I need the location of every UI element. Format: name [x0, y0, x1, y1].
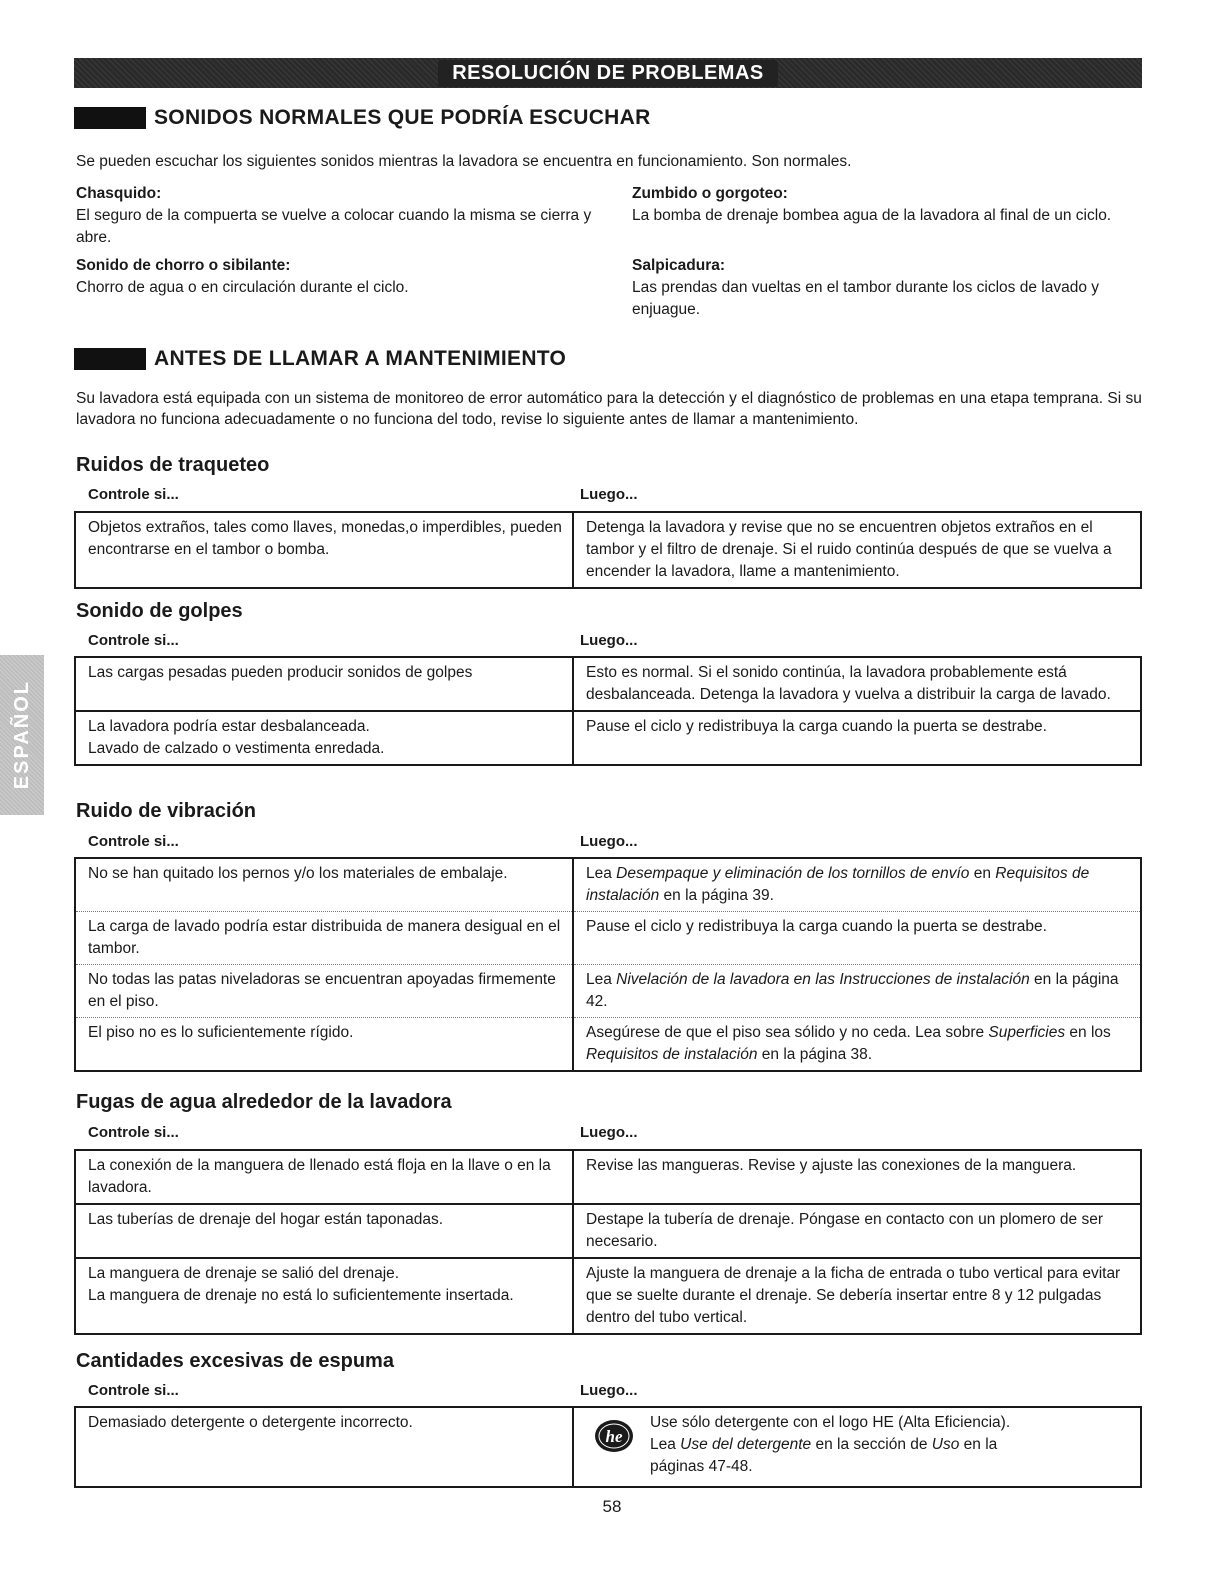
then-cell: Pause el ciclo y redistribuya la carga cuando la puerta se destrabe. — [573, 711, 1141, 765]
then-cell: Revise las mangueras. Revise y ajuste las conexiones de la manguera. — [573, 1150, 1141, 1204]
sound-text: Las prendas dan vueltas en el tambor durante los ciclos de lavado y enjuague. — [632, 279, 1100, 318]
then-text: Lea — [650, 1436, 681, 1453]
check-line: La manguera de drenaje no está lo suficientemente insertada. — [88, 1287, 514, 1304]
table-row — [75, 965, 1141, 1018]
table-title: Ruido de vibración — [76, 800, 257, 822]
then-text: Asegúrese de que el piso sea sólido y no ceda. Lea sobre — [586, 1024, 989, 1041]
column-header-then: Luego... — [580, 486, 638, 503]
troubleshooting-table — [74, 511, 1142, 589]
check-cell: El piso no es lo suficientemente rígido. — [75, 1018, 573, 1072]
section-title: ANTES DE LLAMAR A MANTENIMIENTO — [154, 347, 567, 370]
then-cell — [573, 1407, 1141, 1487]
sound-text: Chorro de agua o en circulación durante el ciclo. — [76, 279, 409, 296]
check-cell: Demasiado detergente o detergente incorrecto. — [75, 1407, 573, 1487]
check-line: La lavadora podría estar desbalanceada. — [88, 718, 370, 735]
then-text: Lea — [586, 865, 617, 882]
section-intro: Se pueden escuchar los siguientes sonidos mientras la lavadora se encuentra en funcionamiento. Son normales. — [76, 153, 852, 170]
table-row — [75, 1150, 1141, 1204]
language-side-tab — [0, 655, 44, 815]
sound-item — [76, 183, 596, 249]
then-cell — [573, 965, 1141, 1018]
then-cell: Ajuste la manguera de drenaje a la ficha de entrada o tubo vertical para evitar que se suelte durante el drenaje. Se debería insertar entre 8 y 12 pulgadas dentro del tubo vertical. — [573, 1258, 1141, 1334]
troubleshooting-table — [74, 656, 1142, 766]
section-intro: Su lavadora está equipada con un sistema de monitoreo de error automático para la detección y el diagnóstico de problemas en una etapa temprana. Si su lavadora no funciona adecuadamente o no funciona del todo, revise lo siguiente antes de llamar a mantenimiento. — [76, 390, 1142, 428]
sound-label: Sonido de chorro o sibilante: — [76, 257, 291, 274]
section-heading-before-service — [74, 347, 566, 371]
section-title: SONIDOS NORMALES QUE PODRÍA ESCUCHAR — [154, 106, 651, 129]
then-reference: Nivelación de la lavadora en las Instrucciones de instalación — [616, 971, 1030, 988]
then-line: páginas 47-48. — [650, 1458, 753, 1475]
column-header-check: Controle si... — [88, 833, 179, 850]
troubleshooting-table — [74, 1406, 1142, 1488]
page-number: 58 — [602, 1497, 622, 1516]
check-cell — [75, 1258, 573, 1334]
table-row — [75, 657, 1141, 711]
sound-text: La bomba de drenaje bombea agua de la lavadora al final de un ciclo. — [632, 207, 1112, 224]
he-detergent-note — [586, 1412, 1130, 1478]
table-row — [75, 1204, 1141, 1258]
table-title: Fugas de agua alrededor de la lavadora — [76, 1091, 452, 1113]
then-cell — [573, 1018, 1141, 1072]
section-banner — [74, 58, 1142, 88]
then-cell: Pause el ciclo y redistribuya la carga cuando la puerta se destrabe. — [573, 912, 1141, 965]
then-reference: Desempaque y eliminación de los tornillos de envío — [616, 865, 970, 882]
sound-label: Chasquido: — [76, 185, 162, 202]
then-text: en — [969, 865, 996, 882]
then-text: en la — [959, 1436, 998, 1453]
check-cell: La carga de lavado podría estar distribuida de manera desigual en el tambor. — [75, 912, 573, 965]
table-row — [75, 858, 1141, 912]
then-reference: Requisitos de instalación — [586, 1046, 758, 1063]
then-cell: Detenga la lavadora y revise que no se encuentren objetos extraños en el tambor y el filtro de drenaje. Si el ruido continúa después de que se vuelva a encender la lavadora, llame a mantenimiento. — [573, 512, 1141, 588]
table-row — [75, 1258, 1141, 1334]
heading-bar — [74, 348, 146, 370]
check-cell: Objetos extraños, tales como llaves, monedas,o imperdibles, pueden encontrarse en el tambor o bomba. — [75, 512, 573, 588]
then-line: Use sólo detergente con el logo HE (Alta Eficiencia). — [650, 1414, 1011, 1431]
column-header-check: Controle si... — [88, 1382, 179, 1399]
sound-label: Zumbido o gorgoteo: — [632, 185, 788, 202]
table-row — [75, 912, 1141, 965]
check-cell — [75, 711, 573, 765]
side-tab-label: ESPAÑOL — [10, 680, 33, 790]
then-text: en la página 39. — [659, 887, 774, 904]
then-text: en la página 38. — [757, 1046, 873, 1063]
sound-item — [632, 183, 1152, 227]
column-header-check: Controle si... — [88, 486, 179, 503]
column-header-then: Luego... — [580, 833, 638, 850]
check-line: Lavado de calzado o vestimenta enredada. — [88, 740, 385, 757]
then-text-block — [650, 1412, 1010, 1478]
check-cell: La conexión de la manguera de llenado está floja en la llave o en la lavadora. — [75, 1150, 573, 1204]
check-cell: No se han quitado los pernos y/o los materiales de embalaje. — [75, 858, 573, 912]
then-cell: Esto es normal. Si el sonido continúa, la lavadora probablemente está desbalanceada. Detenga la lavadora y vuelva a distribuir la carga de lavado. — [573, 657, 1141, 711]
table-row — [75, 1407, 1141, 1487]
sound-item — [632, 255, 1152, 321]
check-cell: Las cargas pesadas pueden producir sonidos de golpes — [75, 657, 573, 711]
check-cell: Las tuberías de drenaje del hogar están taponadas. — [75, 1204, 573, 1258]
then-cell: Destape la tubería de drenaje. Póngase en contacto con un plomero de ser necesario. — [573, 1204, 1141, 1258]
troubleshooting-table — [74, 857, 1142, 1072]
table-title: Ruidos de traqueteo — [76, 454, 270, 476]
then-reference: Requisitos de instalación — [586, 865, 1090, 904]
table-row — [75, 711, 1141, 765]
then-text: en los — [1065, 1024, 1111, 1041]
troubleshooting-table — [74, 1149, 1142, 1335]
section-heading-normal-sounds — [74, 106, 651, 130]
then-reference: Superficies — [988, 1024, 1066, 1041]
sound-label: Salpicadura: — [632, 257, 726, 274]
check-line: La manguera de drenaje se salió del drenaje. — [88, 1265, 400, 1282]
he-logo-icon — [594, 1418, 634, 1454]
then-text: en la página 42. — [586, 971, 1119, 1010]
then-reference: Use del detergente — [680, 1436, 812, 1453]
table-title: Cantidades excesivas de espuma — [76, 1350, 394, 1372]
column-header-then: Luego... — [580, 1124, 638, 1141]
sound-text: El seguro de la compuerta se vuelve a colocar cuando la misma se cierra y abre. — [76, 207, 592, 246]
check-cell: No todas las patas niveladoras se encuentran apoyadas firmemente en el piso. — [75, 965, 573, 1018]
sound-item — [76, 255, 596, 299]
then-cell — [573, 858, 1141, 912]
column-header-check: Controle si... — [88, 1124, 179, 1141]
then-line — [650, 1434, 1010, 1456]
table-row — [75, 512, 1141, 588]
then-reference: Uso — [931, 1436, 960, 1453]
column-header-then: Luego... — [580, 1382, 638, 1399]
then-text: en la sección de — [811, 1436, 932, 1453]
banner-title: RESOLUCIÓN DE PROBLEMAS — [438, 60, 778, 87]
column-header-check: Controle si... — [88, 632, 179, 649]
he-logo-text: he — [605, 1427, 623, 1446]
table-row — [75, 1018, 1141, 1072]
table-title: Sonido de golpes — [76, 600, 243, 622]
column-header-then: Luego... — [580, 632, 638, 649]
heading-bar — [74, 107, 146, 129]
then-text: Lea — [586, 971, 617, 988]
